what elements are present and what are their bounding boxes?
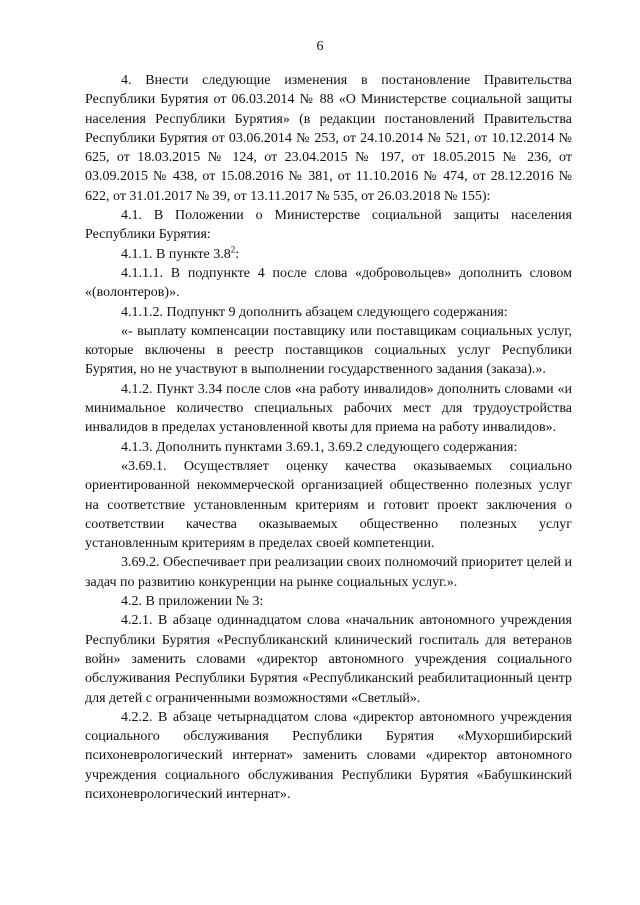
paragraph-4: 4. Внести следующие изменения в постановление Правительства Республики Бурятия от 06.03.2014 № 88 «О Министерстве социальной защиты населения Республики Бурятия» (в редакции постановлений Правительства Республики Бурятия от 03.06.2014 № 253, от 24.10.2014 № 521, от 10.12.2014 № 625, от 18.03.2015 № 124, от 23.04.2015 № 197, от 18.05.2015 № 236, от 03.09.2015 № 438, от 15.08.2016 № 381, от 11.10.2016 № 474, от 28.12.2016 № 622, от 31.01.2017 № 39, от 13.11.2017 № 535, от 26.03.2018 № 155): (85, 73, 572, 204)
paragraph-4-2-2: 4.2.2. В абзаце четырнадцатом слова «директор автономного учреждения социального обслуживания Республики Бурятия «Мухоршибирский психоневрологический интернат» заменить словами «директор автономного учреждения социального обслуживания Республики Бурятия «Бабушкинский психоневрологический интернат». (85, 709, 572, 802)
paragraph-4-2: 4.2. В приложении № 3: (121, 594, 264, 610)
document-body (85, 71, 572, 804)
paragraph-4-1-1 (85, 245, 572, 264)
paragraph-3-69-1: «3.69.1. Осуществляет оценку качества оказываемых социально ориентированной некоммерческой организацией общественно полезных услуг на соответствие установленным критериям и готовит проект заключения о соответствии качества оказываемых общественно полезных услуг установленным критериям в пределах своей компетенции. (85, 458, 572, 552)
paragraph-4-1-1-colon: : (235, 246, 240, 262)
paragraph-4-1-1-text: 4.1.1. В пункте 3.8 (121, 246, 231, 262)
paragraph-quote-compensation: «- выплату компенсации поставщику или поставщикам социальных услуг, которые включены в реестр поставщиков социальных услуг Республики Бурятия, но не участвуют в выполнении государственного задания (заказа).». (85, 323, 572, 378)
superscript: 2 (230, 244, 236, 255)
paragraph-4-1: 4.1. В Положении о Министерстве социальной защиты населения Республики Бурятия: (85, 208, 572, 243)
paragraph-4-1-1-2: 4.1.1.2. Подпункт 9 дополнить абзацем следующего содержания: (121, 304, 508, 320)
paragraph-4-1-3: 4.1.3. Дополнить пунктами 3.69.1, 3.69.2 следующего содержания: (121, 439, 518, 455)
paragraph-3-69-2: 3.69.2. Обеспечивает при реализации своих полномочий приоритет целей и задач по развитию конкуренции на рынке социальных услуг.». (85, 555, 572, 590)
page-number: 6 (316, 39, 324, 54)
paragraph-4-1-1-1: 4.1.1.1. В подпункте 4 после слова «добровольцев» дополнить словом «(волонтеров)». (85, 265, 572, 301)
paragraph-4-2-1: 4.2.1. В абзаце одиннадцатом слова «начальник автономного учреждения Республики Бурятия «Республиканский клинический госпиталь для ветеранов войн» заменить словами «директор автономного учреждения социального обслуживания Республики Бурятия «Республиканский реабилитационный центр для детей с ограниченными возможностями «Светлый». (85, 613, 572, 706)
paragraph-4-1-2: 4.1.2. Пункт 3.34 после слов «на работу инвалидов» дополнить словами «и минимальное количество специальных рабочих мест для трудоустройства инвалидов в пределах установленной квоты для приема на работу инвалидов». (85, 381, 572, 436)
